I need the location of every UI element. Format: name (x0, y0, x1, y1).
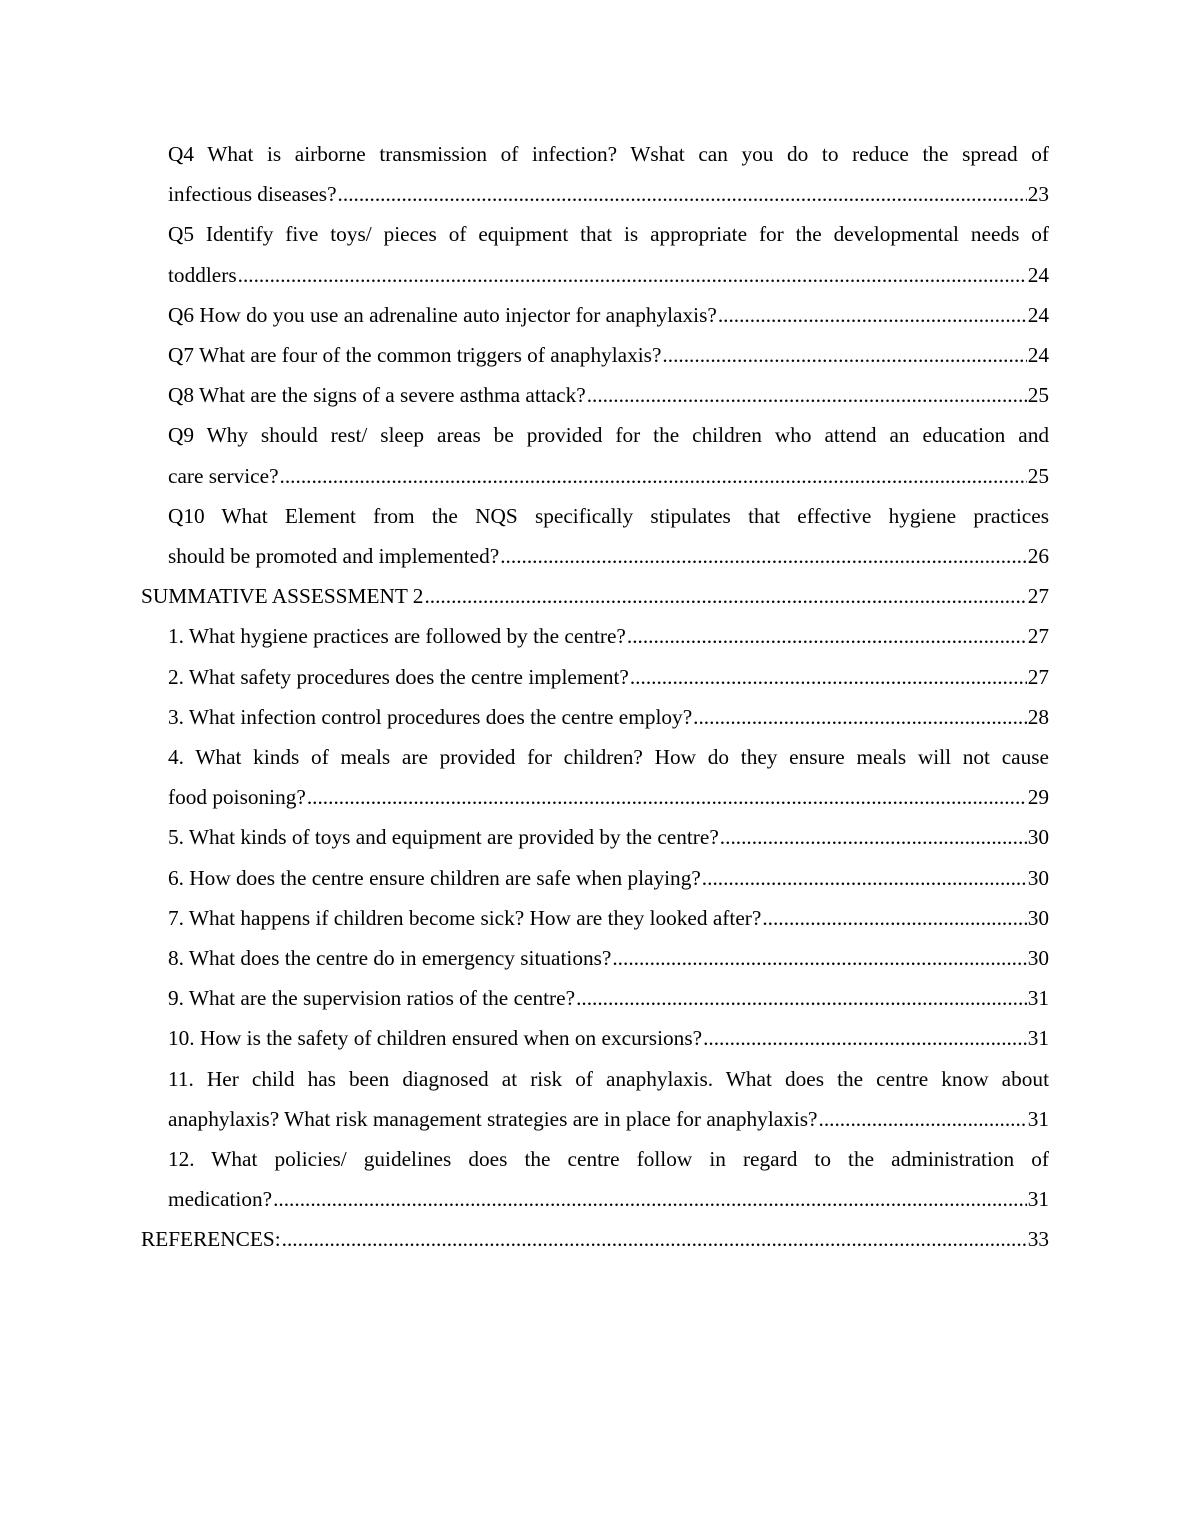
toc-entry[interactable] (168, 978, 1049, 1018)
dot-leader (612, 938, 1026, 978)
toc-entry-title-line: 4. What kinds of meals are provided for children? How do they ensure meals will not cause (168, 745, 1049, 770)
dot-leader (819, 1099, 1027, 1139)
toc-entry-title: 1. What hygiene practices are followed by the centre? (168, 624, 626, 649)
toc-entry-title: toddlers (168, 262, 237, 287)
dot-leader (718, 295, 1027, 335)
toc-entry-title: 8. What does the centre do in emergency situations? (168, 946, 612, 971)
dot-leader (720, 817, 1027, 857)
toc-page-number: 30 (1027, 905, 1049, 930)
toc-entry-title-line: 11. Her child has been diagnosed at risk of anaphylaxis. What does the centre know about (168, 1066, 1049, 1091)
dot-leader (338, 174, 1027, 214)
toc-entry-title-line: 12. What policies/ guidelines does the centre follow in regard to the administration of (168, 1147, 1049, 1172)
toc-entry-title: medication? (168, 1187, 273, 1212)
toc-page-number: 24 (1027, 262, 1049, 287)
toc-entry-title: REFERENCES: (141, 1227, 281, 1252)
dot-leader (273, 1179, 1027, 1219)
toc-entry-title: Q8 What are the signs of a severe asthma attack? (168, 383, 586, 408)
toc-entry[interactable] (168, 415, 1049, 495)
dot-leader (762, 898, 1026, 938)
toc-page-number: 24 (1027, 302, 1049, 327)
toc-page-number: 28 (1027, 704, 1049, 729)
table-of-contents (0, 134, 1190, 1260)
toc-entry-title: care service? (168, 463, 279, 488)
toc-page-number: 25 (1027, 383, 1049, 408)
dot-leader (238, 255, 1027, 295)
toc-entry-title: SUMMATIVE ASSESSMENT 2 (141, 584, 424, 609)
toc-entry[interactable] (168, 1139, 1049, 1219)
dot-leader (627, 616, 1027, 656)
toc-entry-title: 6. How does the centre ensure children are safe when playing? (168, 865, 701, 890)
toc-entry[interactable] (168, 295, 1049, 335)
toc-entry[interactable] (168, 657, 1049, 697)
toc-page-number: 26 (1027, 544, 1049, 569)
toc-entry-title: food poisoning? (168, 785, 306, 810)
toc-entry[interactable] (168, 496, 1049, 576)
toc-entry-title: should be promoted and implemented? (168, 544, 500, 569)
toc-entry[interactable] (168, 214, 1049, 294)
toc-entry[interactable] (141, 1219, 1049, 1259)
toc-page-number: 27 (1027, 624, 1049, 649)
toc-page-number: 31 (1027, 1187, 1049, 1212)
toc-entry[interactable] (168, 858, 1049, 898)
toc-entry-title: 3. What infection control procedures does the centre employ? (168, 704, 693, 729)
dot-leader (282, 1219, 1027, 1259)
toc-entry[interactable] (168, 375, 1049, 415)
toc-page-number: 30 (1027, 865, 1049, 890)
toc-page-number: 30 (1027, 825, 1049, 850)
toc-entry-title: Q6 How do you use an adrenaline auto injector for anaphylaxis? (168, 302, 717, 327)
toc-entry[interactable] (168, 335, 1049, 375)
dot-leader (587, 375, 1027, 415)
toc-entry[interactable] (168, 817, 1049, 857)
toc-entry[interactable] (168, 616, 1049, 656)
toc-page-number: 25 (1027, 463, 1049, 488)
dot-leader (702, 858, 1027, 898)
toc-entry[interactable] (168, 134, 1049, 214)
toc-entry-title: 9. What are the supervision ratios of the centre? (168, 986, 576, 1011)
toc-page-number: 30 (1027, 946, 1049, 971)
dot-leader (424, 576, 1026, 616)
toc-entry-title-line: Q10 What Element from the NQS specifically stipulates that effective hygiene practices (168, 503, 1049, 528)
dot-leader (280, 456, 1027, 496)
toc-entry-title: 10. How is the safety of children ensured when on excursions? (168, 1026, 703, 1051)
toc-page-number: 31 (1027, 986, 1049, 1011)
toc-entry-title: 7. What happens if children become sick? How are they looked after? (168, 905, 762, 930)
toc-entry-title: infectious diseases? (168, 182, 337, 207)
toc-page-number: 23 (1027, 182, 1049, 207)
dot-leader (500, 536, 1026, 576)
toc-page-number: 33 (1027, 1227, 1049, 1252)
dot-leader (307, 777, 1027, 817)
dot-leader (576, 978, 1027, 1018)
toc-entry-title: 5. What kinds of toys and equipment are provided by the centre? (168, 825, 719, 850)
toc-entry-title-line: Q5 Identify five toys/ pieces of equipment that is appropriate for the developmental needs of (168, 222, 1049, 247)
toc-entry-title-line: Q9 Why should rest/ sleep areas be provided for the children who attend an education and (168, 423, 1049, 448)
toc-page-number: 24 (1027, 343, 1049, 368)
toc-entry-title: 2. What safety procedures does the centre implement? (168, 664, 629, 689)
toc-page-number: 31 (1027, 1106, 1049, 1131)
toc-page-number: 31 (1027, 1026, 1049, 1051)
toc-page-number: 29 (1027, 785, 1049, 810)
toc-entry-title-line: Q4 What is airborne transmission of infection? Wshat can you do to reduce the spread of (168, 142, 1049, 166)
toc-entry[interactable] (141, 576, 1049, 616)
dot-leader (703, 1018, 1027, 1058)
toc-page-number: 27 (1027, 664, 1049, 689)
toc-entry[interactable] (168, 898, 1049, 938)
toc-entry[interactable] (168, 1059, 1049, 1139)
toc-entry-title: anaphylaxis? What risk management strategies are in place for anaphylaxis? (168, 1106, 818, 1131)
dot-leader (693, 697, 1027, 737)
toc-entry-title: Q7 What are four of the common triggers of anaphylaxis? (168, 343, 662, 368)
toc-entry[interactable] (168, 1018, 1049, 1058)
toc-entry[interactable] (168, 737, 1049, 817)
toc-entry[interactable] (168, 938, 1049, 978)
toc-entry[interactable] (168, 697, 1049, 737)
dot-leader (662, 335, 1026, 375)
dot-leader (630, 657, 1027, 697)
toc-page-number: 27 (1027, 584, 1049, 609)
